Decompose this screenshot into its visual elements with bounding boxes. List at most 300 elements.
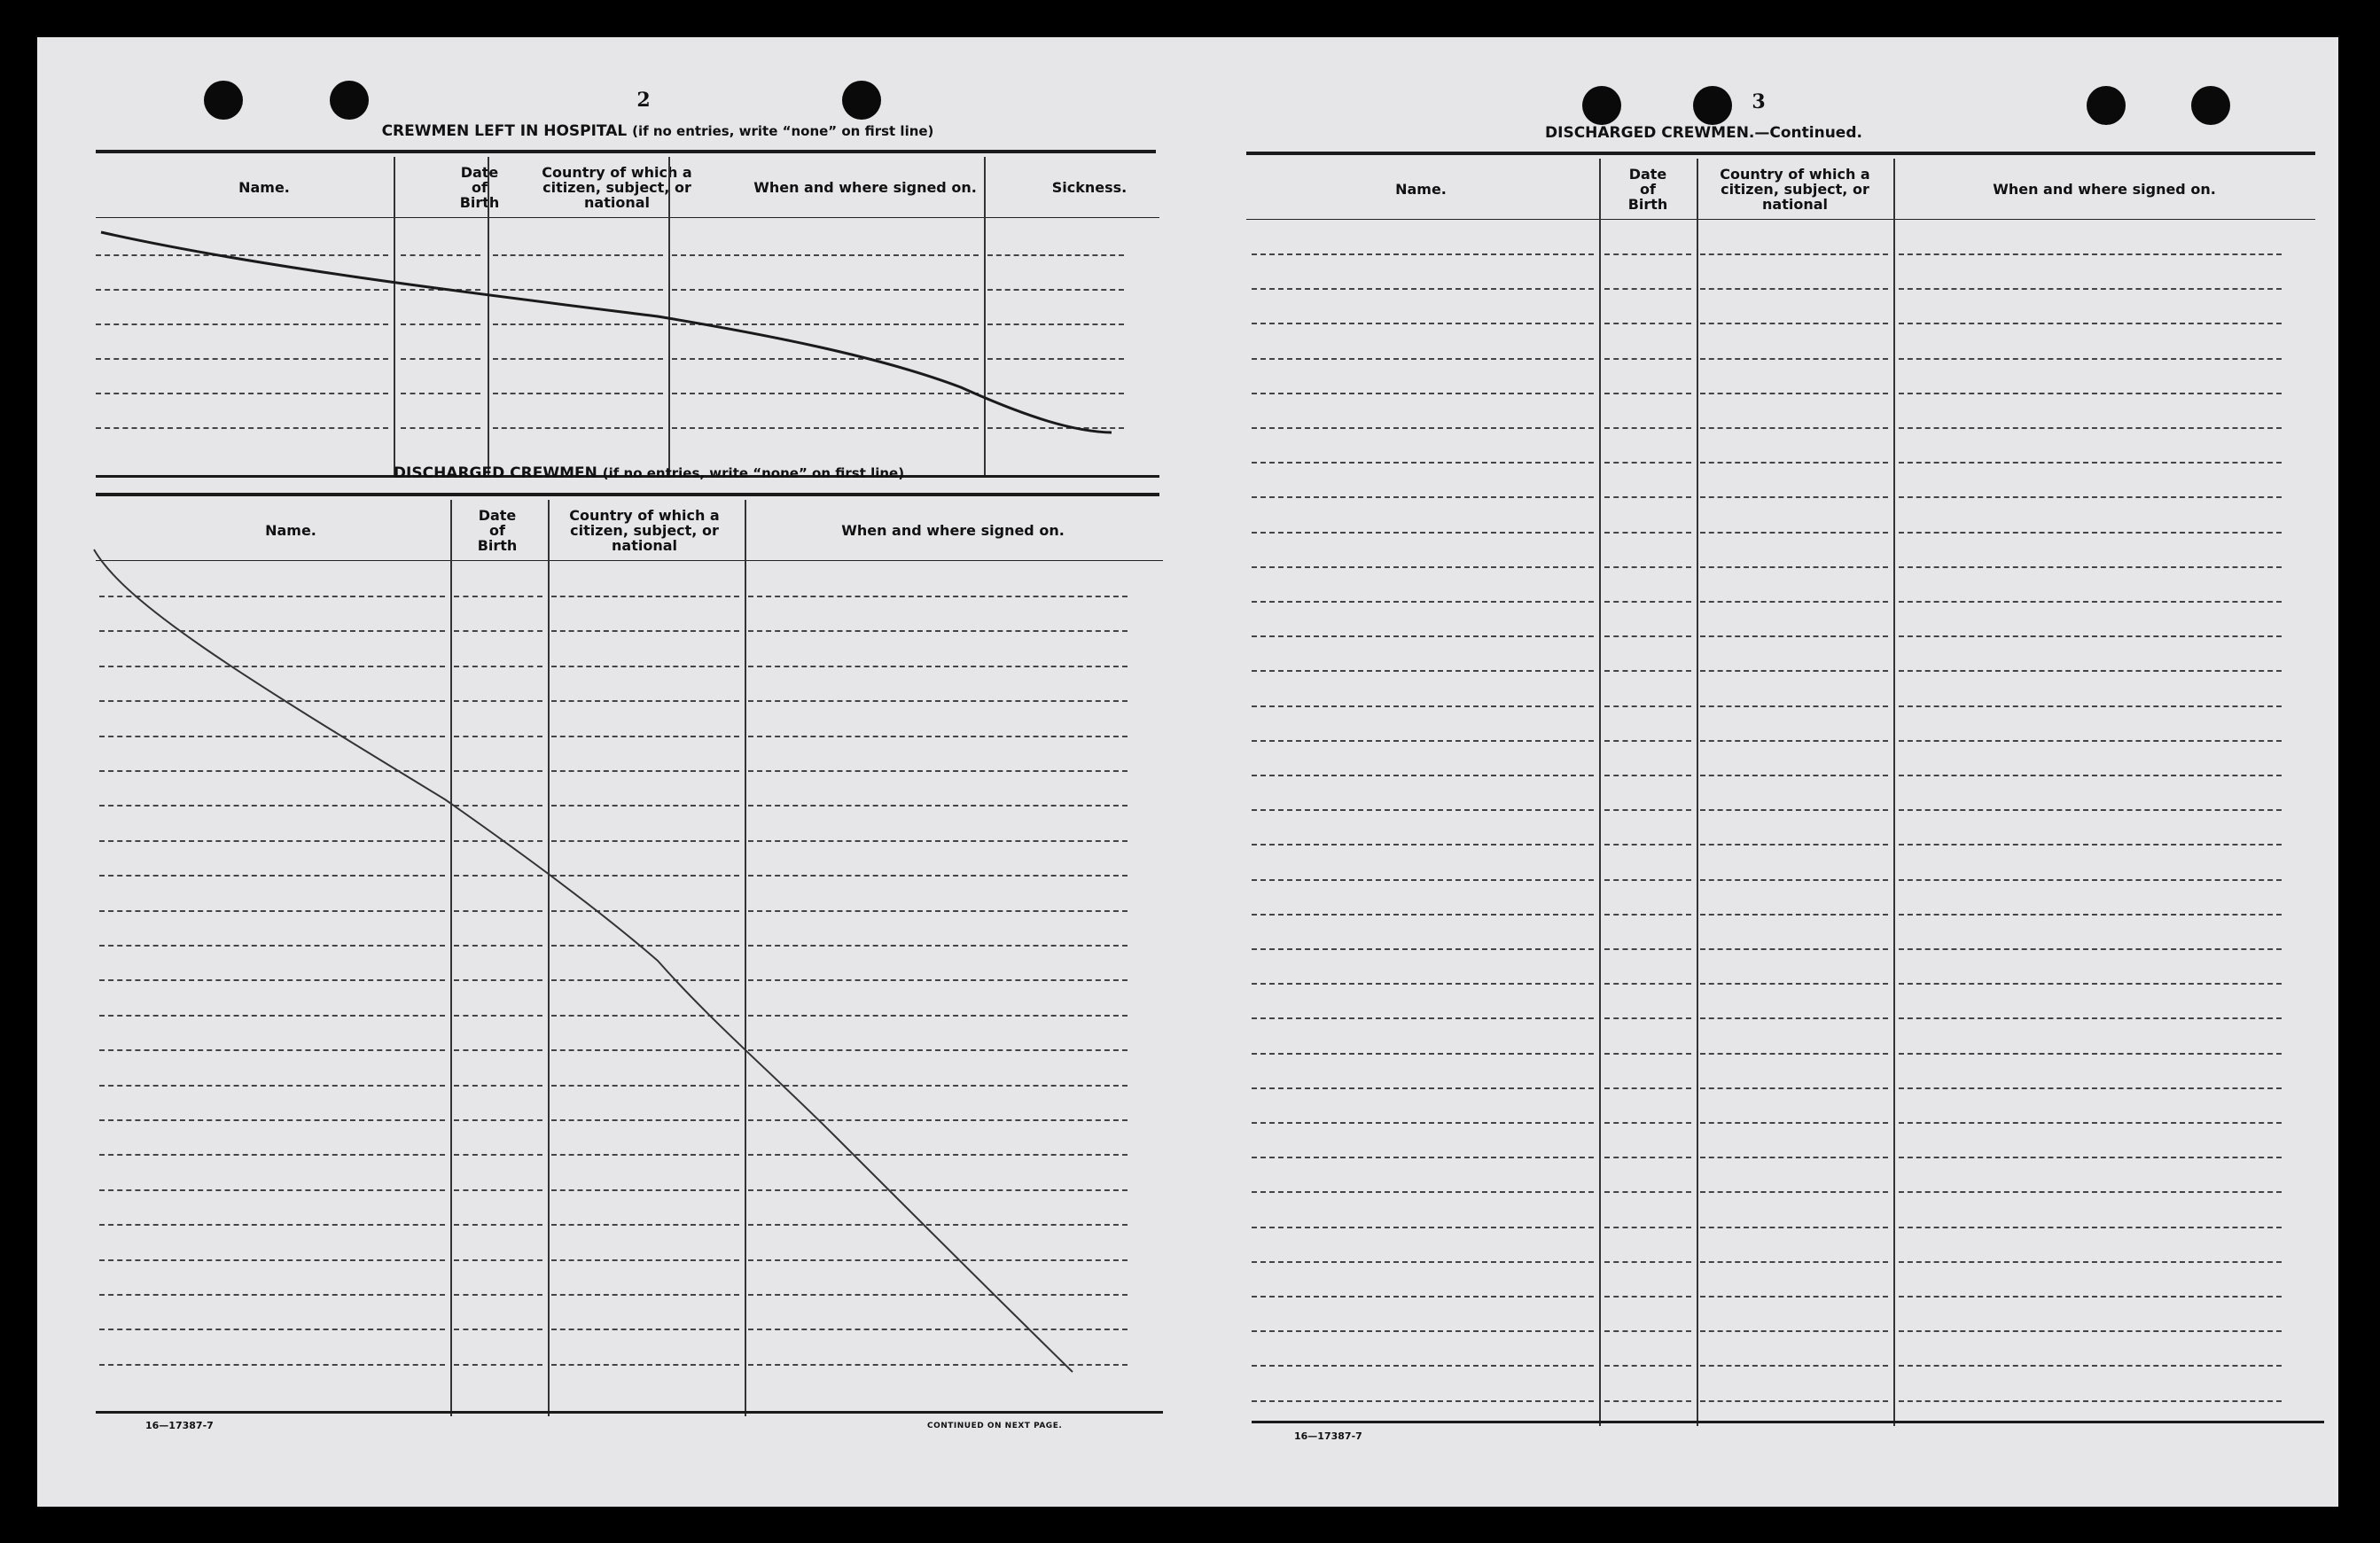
entry-line[interactable] (1700, 253, 1888, 255)
right-col-name: Name. (1395, 180, 1447, 198)
entry-line[interactable] (551, 596, 739, 597)
hospital-col-country: Country of which a citizen, subject, or national (542, 163, 692, 211)
entry-line[interactable] (99, 1259, 445, 1261)
entry-line[interactable] (493, 289, 663, 291)
entry-line[interactable] (987, 289, 1124, 291)
entry-line[interactable] (1899, 288, 2282, 290)
entry-line[interactable] (1899, 253, 2282, 255)
form-code: 16—17387-7 (145, 1420, 214, 1431)
entry-line[interactable] (454, 1189, 542, 1191)
entry-line[interactable] (454, 1049, 542, 1051)
entry-line[interactable] (1604, 1296, 1691, 1298)
entry-line[interactable] (99, 840, 445, 842)
entry-line[interactable] (1700, 948, 1888, 950)
entry-line[interactable] (1252, 462, 1594, 464)
entry-line[interactable] (1252, 879, 1594, 881)
right-divider (1697, 159, 1698, 1426)
entry-line[interactable] (1700, 1261, 1888, 1263)
entry-line[interactable] (1899, 1087, 2282, 1089)
hospital-divider (668, 157, 670, 478)
entry-line[interactable] (1604, 462, 1691, 464)
punch-hole (2087, 86, 2126, 125)
entry-line[interactable] (1604, 288, 1691, 290)
entry-line[interactable] (1899, 1191, 2282, 1193)
entry-line[interactable] (748, 630, 1128, 632)
entry-line[interactable] (454, 1259, 542, 1261)
entry-line[interactable] (1700, 323, 1888, 324)
entry-line[interactable] (1252, 532, 1594, 534)
entry-line[interactable] (454, 979, 542, 981)
entry-line[interactable] (1252, 914, 1594, 916)
entry-line[interactable] (1899, 740, 2282, 742)
entry-line[interactable] (1604, 1122, 1691, 1124)
entry-line[interactable] (672, 254, 979, 256)
entry-line[interactable] (99, 1119, 445, 1121)
punch-hole (842, 81, 881, 120)
entry-line[interactable] (1899, 1330, 2282, 1332)
entry-line[interactable] (454, 666, 542, 667)
hospital-header-rule (96, 217, 1159, 218)
entry-line[interactable] (493, 393, 663, 394)
entry-line[interactable] (454, 1329, 542, 1330)
entry-line[interactable] (1604, 323, 1691, 324)
entry-line[interactable] (401, 427, 480, 429)
entry-line[interactable] (401, 393, 480, 394)
entry-line[interactable] (1252, 1296, 1594, 1298)
entry-line[interactable] (1899, 670, 2282, 672)
entry-line[interactable] (99, 666, 445, 667)
entry-line[interactable] (1252, 670, 1594, 672)
entry-line[interactable] (1700, 879, 1888, 881)
entry-line[interactable] (99, 736, 445, 737)
entry-line[interactable] (99, 1224, 445, 1226)
discharged-bottom-rule (96, 1411, 1163, 1414)
entry-line[interactable] (96, 323, 388, 325)
entry-line[interactable] (1604, 1330, 1691, 1332)
entry-line[interactable] (748, 1329, 1128, 1330)
entry-line[interactable] (99, 770, 445, 772)
discharged-header-rule (96, 560, 1163, 561)
entry-line[interactable] (1604, 1191, 1691, 1193)
entry-line[interactable] (1604, 1017, 1691, 1019)
entry-line[interactable] (99, 1329, 445, 1330)
entry-line[interactable] (1899, 427, 2282, 429)
entry-line[interactable] (1252, 601, 1594, 603)
entry-line[interactable] (1700, 288, 1888, 290)
entry-line[interactable] (1604, 670, 1691, 672)
entry-line[interactable] (99, 979, 445, 981)
entry-line[interactable] (748, 736, 1128, 737)
right-divider (1599, 159, 1601, 1426)
entry-line[interactable] (551, 1224, 739, 1226)
entry-line[interactable] (1700, 914, 1888, 916)
entry-line[interactable] (551, 666, 739, 667)
entry-line[interactable] (551, 875, 739, 877)
entry-line[interactable] (1604, 914, 1691, 916)
entry-line[interactable] (748, 840, 1128, 842)
punch-hole (1693, 86, 1732, 125)
entry-line[interactable] (1700, 1017, 1888, 1019)
entry-line[interactable] (551, 1085, 739, 1087)
entry-line[interactable] (1700, 670, 1888, 672)
entry-line[interactable] (1700, 462, 1888, 464)
entry-line[interactable] (1252, 775, 1594, 776)
entry-line[interactable] (1700, 358, 1888, 360)
entry-line[interactable] (1604, 844, 1691, 846)
entry-line[interactable] (454, 1364, 542, 1366)
right-col-dob: Date of Birth (1627, 165, 1668, 213)
discharged-col-country: Country of which a citizen, subject, or national (569, 506, 720, 554)
entry-line[interactable] (748, 596, 1128, 597)
entry-line[interactable] (748, 770, 1128, 772)
entry-line[interactable] (987, 254, 1124, 256)
entry-line[interactable] (551, 630, 739, 632)
entry-line[interactable] (672, 393, 979, 394)
discharged-title-text: DISCHARGED CREWMEN (393, 464, 597, 482)
entry-line[interactable] (748, 1154, 1128, 1156)
entry-line[interactable] (1252, 393, 1594, 394)
entry-line[interactable] (1700, 740, 1888, 742)
discharged-top-rule (96, 493, 1159, 496)
entry-line[interactable] (1604, 427, 1691, 429)
entry-line[interactable] (1604, 1227, 1691, 1228)
entry-line[interactable] (454, 700, 542, 702)
entry-line[interactable] (1700, 1053, 1888, 1055)
entry-line[interactable] (454, 840, 542, 842)
entry-line[interactable] (748, 700, 1128, 702)
entry-line[interactable] (1899, 914, 2282, 916)
entry-line[interactable] (99, 1154, 445, 1156)
entry-line[interactable] (1899, 1157, 2282, 1158)
punch-hole (2191, 86, 2230, 125)
hospital-col-name: Name. (238, 178, 290, 196)
entry-line[interactable] (748, 1259, 1128, 1261)
entry-line[interactable] (1252, 1365, 1594, 1367)
entry-line[interactable] (748, 979, 1128, 981)
entry-line[interactable] (454, 1224, 542, 1226)
entry-line[interactable] (1252, 1087, 1594, 1089)
discharged-col-name: Name. (265, 521, 316, 539)
entry-line[interactable] (1700, 1191, 1888, 1193)
entry-line[interactable] (454, 910, 542, 912)
entry-line[interactable] (551, 1154, 739, 1156)
entry-line[interactable] (454, 805, 542, 807)
entry-line[interactable] (96, 254, 388, 256)
entry-line[interactable] (551, 1364, 739, 1366)
entry-line[interactable] (99, 945, 445, 947)
entry-line[interactable] (1252, 1261, 1594, 1263)
hospital-col-signed: When and where signed on. (753, 178, 977, 196)
entry-line[interactable] (1604, 532, 1691, 534)
entry-line[interactable] (1252, 983, 1594, 985)
entry-line[interactable] (748, 1364, 1128, 1366)
entry-line[interactable] (454, 1154, 542, 1156)
entry-line[interactable] (987, 323, 1124, 325)
entry-line[interactable] (1700, 705, 1888, 707)
hospital-divider (394, 157, 395, 478)
entry-line[interactable] (96, 427, 388, 429)
entry-line[interactable] (99, 1085, 445, 1087)
entry-line[interactable] (1252, 948, 1594, 950)
entry-line[interactable] (1700, 1296, 1888, 1298)
discharged-strike-line (94, 549, 1073, 1372)
entry-line[interactable] (1252, 1053, 1594, 1055)
entry-line[interactable] (1899, 323, 2282, 324)
entry-line[interactable] (1604, 775, 1691, 776)
entry-line[interactable] (1700, 1227, 1888, 1228)
entry-line[interactable] (99, 1049, 445, 1051)
entry-line[interactable] (99, 805, 445, 807)
entry-line[interactable] (1899, 393, 2282, 394)
entry-line[interactable] (1899, 532, 2282, 534)
entry-line[interactable] (401, 289, 480, 291)
entry-line[interactable] (1899, 496, 2282, 498)
entry-line[interactable] (551, 1015, 739, 1017)
entry-line[interactable] (1700, 809, 1888, 811)
entry-line[interactable] (1252, 323, 1594, 324)
punch-hole (204, 81, 243, 120)
entry-line[interactable] (1899, 775, 2282, 776)
entry-line[interactable] (748, 1085, 1128, 1087)
entry-line[interactable] (748, 875, 1128, 877)
entry-line[interactable] (1899, 809, 2282, 811)
entry-line[interactable] (1252, 496, 1594, 498)
entry-line[interactable] (748, 1224, 1128, 1226)
entry-line[interactable] (748, 1294, 1128, 1296)
form-code: 16—17387-7 (1294, 1430, 1362, 1442)
entry-line[interactable] (1899, 1227, 2282, 1228)
entry-line[interactable] (1252, 1330, 1594, 1332)
entry-line[interactable] (1604, 1087, 1691, 1089)
entry-line[interactable] (748, 805, 1128, 807)
entry-line[interactable] (454, 1015, 542, 1017)
entry-line[interactable] (748, 1189, 1128, 1191)
discharged-title-note: (if no entries, write “none” on first line) (602, 465, 905, 481)
entry-line[interactable] (1700, 1157, 1888, 1158)
entry-line[interactable] (1700, 844, 1888, 846)
entry-line[interactable] (454, 1085, 542, 1087)
entry-line[interactable] (1899, 566, 2282, 568)
entry-line[interactable] (672, 289, 979, 291)
entry-line[interactable] (454, 630, 542, 632)
entry-line[interactable] (401, 323, 480, 325)
entry-line[interactable] (1700, 775, 1888, 776)
entry-line[interactable] (1700, 532, 1888, 534)
entry-line[interactable] (672, 358, 979, 360)
entry-line[interactable] (1700, 601, 1888, 603)
entry-line[interactable] (1604, 1053, 1691, 1055)
entry-line[interactable] (1700, 983, 1888, 985)
entry-line[interactable] (987, 393, 1124, 394)
entry-line[interactable] (96, 289, 388, 291)
right-col-country: Country of which a citizen, subject, or national (1720, 165, 1870, 213)
entry-line[interactable] (1700, 496, 1888, 498)
entry-line[interactable] (1899, 1365, 2282, 1367)
entry-line[interactable] (493, 323, 663, 325)
entry-line[interactable] (748, 1119, 1128, 1121)
entry-line[interactable] (1604, 358, 1691, 360)
entry-line[interactable] (99, 910, 445, 912)
entry-line[interactable] (1252, 1017, 1594, 1019)
entry-line[interactable] (99, 700, 445, 702)
entry-line[interactable] (493, 358, 663, 360)
entry-line[interactable] (1899, 1400, 2282, 1402)
entry-line[interactable] (1252, 809, 1594, 811)
entry-line[interactable] (454, 945, 542, 947)
entry-line[interactable] (1899, 844, 2282, 846)
entry-line[interactable] (1252, 288, 1594, 290)
entry-line[interactable] (454, 1119, 542, 1121)
entry-line[interactable] (1700, 393, 1888, 394)
entry-line[interactable] (551, 910, 739, 912)
entry-line[interactable] (493, 254, 663, 256)
entry-line[interactable] (1899, 948, 2282, 950)
entry-line[interactable] (672, 323, 979, 325)
entry-line[interactable] (1604, 1400, 1691, 1402)
entry-line[interactable] (551, 979, 739, 981)
entry-line[interactable] (1899, 1296, 2282, 1298)
entry-line[interactable] (987, 427, 1124, 429)
entry-line[interactable] (1604, 566, 1691, 568)
right-divider (1893, 159, 1895, 1426)
entry-line[interactable] (551, 840, 739, 842)
entry-line[interactable] (99, 1364, 445, 1366)
entry-line[interactable] (493, 427, 663, 429)
entry-line[interactable] (551, 700, 739, 702)
entry-line[interactable] (1700, 427, 1888, 429)
entry-line[interactable] (1899, 601, 2282, 603)
entry-line[interactable] (1700, 1122, 1888, 1124)
entry-line[interactable] (1252, 427, 1594, 429)
entry-line[interactable] (748, 1015, 1128, 1017)
entry-line[interactable] (454, 770, 542, 772)
entry-line[interactable] (551, 1259, 739, 1261)
discharged-col-signed: When and where signed on. (841, 521, 1065, 539)
entry-line[interactable] (1899, 635, 2282, 637)
entry-line[interactable] (1252, 740, 1594, 742)
continued-note: CONTINUED ON NEXT PAGE. (927, 1422, 1063, 1430)
entry-line[interactable] (1252, 358, 1594, 360)
entry-line[interactable] (1604, 879, 1691, 881)
entry-line[interactable] (1700, 1087, 1888, 1089)
entry-line[interactable] (1252, 1227, 1594, 1228)
entry-line[interactable] (1899, 705, 2282, 707)
entry-line[interactable] (1899, 1122, 2282, 1124)
entry-line[interactable] (748, 945, 1128, 947)
discharged-divider (450, 500, 452, 1416)
entry-line[interactable] (454, 596, 542, 597)
entry-line[interactable] (1252, 1157, 1594, 1158)
hospital-strike-line (101, 232, 1112, 433)
entry-line[interactable] (96, 358, 388, 360)
entry-line[interactable] (1252, 1191, 1594, 1193)
entry-line[interactable] (551, 1294, 739, 1296)
entry-line[interactable] (96, 393, 388, 394)
hospital-divider (488, 157, 489, 478)
hospital-section-title (294, 122, 1021, 140)
hospital-divider (984, 157, 986, 478)
entry-line[interactable] (748, 666, 1128, 667)
hospital-col-sickness: Sickness. (1051, 178, 1128, 196)
entry-line[interactable] (1252, 566, 1594, 568)
entry-line[interactable] (99, 1189, 445, 1191)
entry-line[interactable] (99, 630, 445, 632)
entry-line[interactable] (1604, 1157, 1691, 1158)
entry-line[interactable] (1700, 1330, 1888, 1332)
entry-line[interactable] (551, 805, 739, 807)
entry-line[interactable] (454, 736, 542, 737)
entry-line[interactable] (1899, 1261, 2282, 1263)
entry-line[interactable] (1700, 566, 1888, 568)
entry-line[interactable] (1899, 1053, 2282, 1055)
entry-line[interactable] (672, 427, 979, 429)
entry-line[interactable] (99, 1015, 445, 1017)
entry-line[interactable] (551, 770, 739, 772)
entry-line[interactable] (551, 736, 739, 737)
right-col-signed: When and where signed on. (1993, 180, 2216, 198)
entry-line[interactable] (1700, 1400, 1888, 1402)
entry-line[interactable] (551, 1329, 739, 1330)
entry-line[interactable] (551, 1049, 739, 1051)
entry-line[interactable] (1252, 705, 1594, 707)
entry-line[interactable] (1899, 462, 2282, 464)
entry-line[interactable] (1700, 1365, 1888, 1367)
entry-line[interactable] (454, 875, 542, 877)
entry-line[interactable] (1604, 983, 1691, 985)
entry-line[interactable] (1604, 740, 1691, 742)
entry-line[interactable] (1604, 253, 1691, 255)
entry-line[interactable] (551, 1119, 739, 1121)
handwritten-strike-lines (37, 37, 2338, 1507)
entry-line[interactable] (1604, 1365, 1691, 1367)
entry-line[interactable] (401, 254, 480, 256)
entry-line[interactable] (1604, 393, 1691, 394)
page-number: 2 (636, 89, 651, 112)
entry-line[interactable] (1252, 253, 1594, 255)
entry-line[interactable] (1700, 635, 1888, 637)
entry-line[interactable] (99, 596, 445, 597)
right-top-rule (1246, 152, 2315, 155)
entry-line[interactable] (1604, 601, 1691, 603)
entry-line[interactable] (1604, 948, 1691, 950)
entry-line[interactable] (99, 875, 445, 877)
entry-line[interactable] (1604, 496, 1691, 498)
entry-line[interactable] (401, 358, 480, 360)
entry-line[interactable] (99, 1294, 445, 1296)
entry-line[interactable] (1252, 844, 1594, 846)
entry-line[interactable] (1604, 705, 1691, 707)
entry-line[interactable] (551, 945, 739, 947)
entry-line[interactable] (1899, 879, 2282, 881)
entry-line[interactable] (748, 910, 1128, 912)
entry-line[interactable] (1604, 809, 1691, 811)
entry-line[interactable] (1252, 1122, 1594, 1124)
entry-line[interactable] (1899, 358, 2282, 360)
entry-line[interactable] (551, 1189, 739, 1191)
entry-line[interactable] (1899, 1017, 2282, 1019)
entry-line[interactable] (1252, 1400, 1594, 1402)
hospital-col-dob: Date of Birth (459, 163, 500, 211)
entry-line[interactable] (1604, 1261, 1691, 1263)
entry-line[interactable] (454, 1294, 542, 1296)
entry-line[interactable] (987, 358, 1124, 360)
hospital-title-text: CREWMEN LEFT IN HOSPITAL (381, 122, 628, 140)
entry-line[interactable] (1252, 635, 1594, 637)
entry-line[interactable] (748, 1049, 1128, 1051)
form-sheet (37, 37, 2338, 1507)
entry-line[interactable] (1604, 635, 1691, 637)
entry-line[interactable] (1899, 983, 2282, 985)
